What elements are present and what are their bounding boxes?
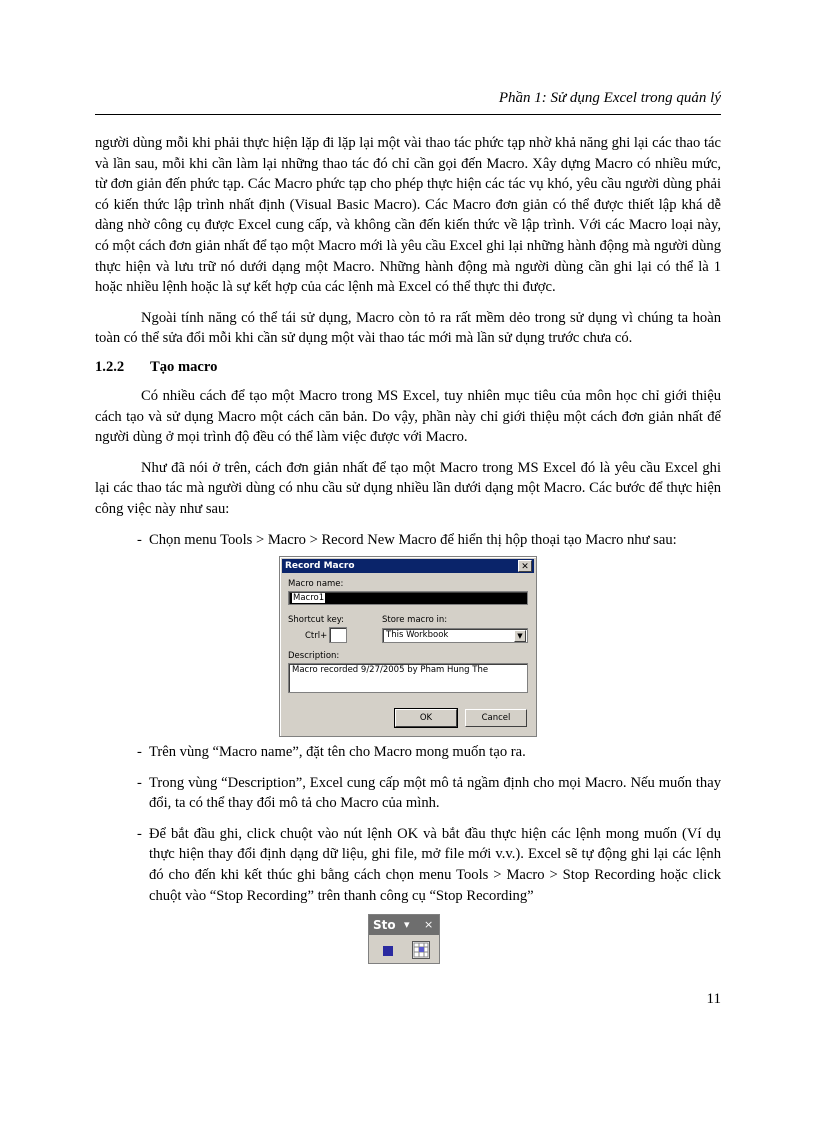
bullets-after-dialog xyxy=(95,742,721,906)
section-paragraph-2: Như đã nói ở trên, cách đơn giản nhất để tạo một Macro trong MS Excel đó là yêu cầu Excel ghi lại các thao tác mà người dùng có nhu cầu sử dụng nhiều lần dưới dạng một Macro. Các bước để thực hiện công việc này như sau: xyxy=(95,459,721,517)
bullet-item-1: - Chọn menu Tools > Macro > Record New Macro để hiển thị hộp thoại tạo Macro như sau: xyxy=(137,531,677,548)
body-paragraph-2: Ngoài tính năng có thể tái sử dụng, Macro còn tỏ ra rất mềm dẻo trong sử dụng vì chúng ta hoàn toàn có thể sửa đổi mỗi khi cần sử dụng một vài thao tác mới mà lần sử dụng trước chưa có. xyxy=(95,309,721,347)
dialog-title-bar xyxy=(282,559,534,573)
ctrl-label: Ctrl+ xyxy=(305,631,328,641)
page-number: 11 xyxy=(706,991,721,1007)
page-content xyxy=(95,133,721,550)
stop-recording-icon[interactable] xyxy=(383,946,393,956)
ok-button[interactable]: OK xyxy=(395,709,457,727)
section-paragraph-1: Có nhiều cách để tạo một Macro trong MS Excel, tuy nhiên mục tiêu của môn học chỉ giới thiệu cách tạo và sử dụng Macro một cách căn bản. Do vậy, phần này chỉ giới thiệu một cách đơn giản nhất để người dùng ở mọi trình độ đều có thể làm việc được với Macro. xyxy=(95,387,721,446)
close-icon[interactable]: ✕ xyxy=(518,560,532,572)
running-header: Phần 1: Sử dụng Excel trong quản lý xyxy=(498,90,721,106)
shortcut-key-label: Shortcut key: xyxy=(288,615,345,625)
macro-name-label: Macro name: xyxy=(288,579,344,589)
section-number: 1.2.2 xyxy=(95,358,125,375)
description-label: Description: xyxy=(288,651,340,661)
stop-recording-toolbar xyxy=(368,914,440,964)
section-heading xyxy=(95,357,721,377)
cancel-button[interactable]: Cancel xyxy=(465,709,527,727)
dialog-title: Record Macro xyxy=(285,561,355,571)
record-macro-dialog xyxy=(279,556,537,737)
macro-name-input[interactable]: Macro1 xyxy=(288,591,528,605)
close-icon[interactable]: × xyxy=(424,918,434,931)
store-macro-select[interactable]: This Workbook ▼ xyxy=(382,628,528,643)
relative-reference-icon[interactable] xyxy=(412,941,430,959)
bullet-item-2: - Trên vùng “Macro name”, đặt tên cho Macro mong muốn tạo ra. xyxy=(137,744,526,760)
store-macro-label: Store macro in: xyxy=(382,615,448,625)
body-paragraph-1: người dùng mỗi khi phải thực hiện lặp đi lặp lại một vài thao tác phức tạp nhờ khả năng ghi lại các thao tác và lần sau, mỗi khi cần làm lại những thao tác đó chỉ cần gọi đến Macro. Xây dựng Macro có nhiều mức, từ đơn giản đến phức tạp. Các Macro phức tạp cho phép thực hiện các tác vụ khó, yêu cầu người dùng phải có kiến thức lập trình nhất định (Visual Basic Macro). Các Macro đơn giản có thể được thiết lập khá dễ dàng nhờ công cụ được Excel cung cấp, và không cần đến kiến thức về lập trình. Với các Macro loại này, có một cách đơn giản nhất để tạo một Macro mới là yêu cầu Excel ghi lại những hành động mà người dùng thực hiện và lưu trữ nó dưới dạng một Macro. Những hành động mà người dùng cần ghi lại có thể là 1 hoặc nhiều lệnh hoặc là sự kết hợp của các lệnh mà Excel có thể thực thi được. xyxy=(95,135,721,296)
bullet-item-3: - Trong vùng “Description”, Excel cung cấp một mô tả ngầm định cho mọi Macro. Nếu muốn thay đổi, ta có thể thay đổi mô tả cho Macro của mình. xyxy=(137,774,721,812)
shortcut-key-input[interactable] xyxy=(329,627,347,643)
toolbar-title: Sto xyxy=(373,918,396,932)
header-rule xyxy=(95,114,721,115)
chevron-down-icon[interactable]: ▼ xyxy=(514,630,526,642)
toolbar-dropdown-icon[interactable]: ▾ xyxy=(404,918,410,931)
description-input[interactable]: Macro recorded 9/27/2005 by Pham Hung The xyxy=(288,663,528,693)
section-title: Tạo macro xyxy=(150,358,218,375)
bullet-item-4: - Để bắt đầu ghi, click chuột vào nút lệnh OK và bắt đầu thực hiện các lệnh mong muốn (Ví dụ thực hiện thay đổi định dạng dữ liệu, ghi file, mở file mới v.v.). Excel sẽ tự động ghi lại các lệnh đó cho đến khi kết thúc ghi bằng cách chọn menu Tools > Macro > Stop Recording hoặc click chuột vào “Stop Recording” trên thanh công cụ “Stop Recording” xyxy=(137,825,721,904)
